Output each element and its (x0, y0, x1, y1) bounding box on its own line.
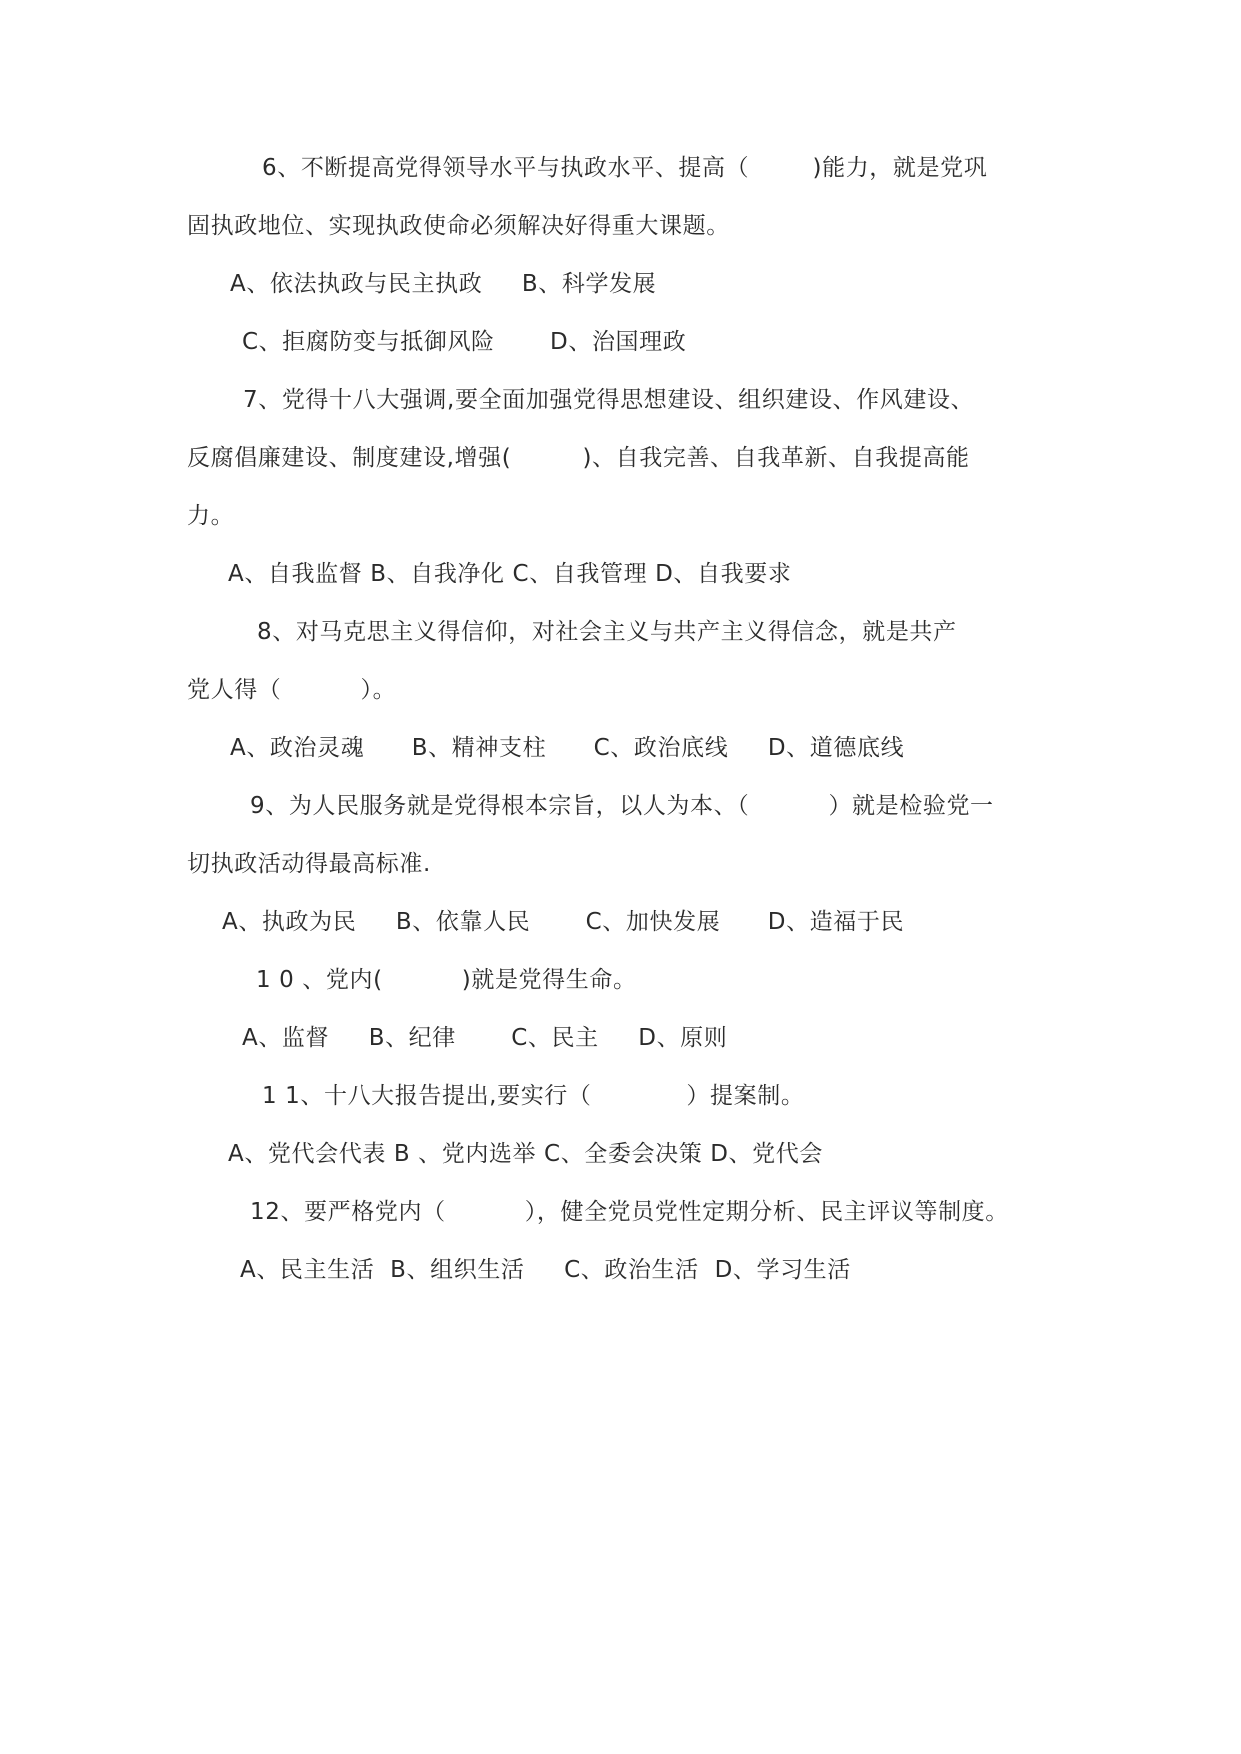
question-6-line-1: 6、不断提高党得领导水平与执政水平、提高（ )能力，就是党巩 (262, 155, 988, 181)
question-12-line: 12、要严格党内（ ），健全党员党性定期分析、民主评议等制度。 (250, 1199, 1009, 1225)
question-7-options: A、自我监督 B、自我净化 C、自我管理 D、自我要求 (228, 561, 792, 587)
question-11-line: 1 1、十八大报告提出,要实行（ ）提案制。 (262, 1083, 805, 1109)
question-10-line: 1 0 、党内( )就是党得生命。 (256, 967, 637, 993)
question-6-line-2: 固执政地位、实现执政使命必须解决好得重大课题。 (187, 213, 730, 239)
question-7-line-2: 反腐倡廉建设、制度建设,增强( )、自我完善、自我革新、自我提高能 (187, 445, 970, 471)
question-8-options: A、政治灵魂 B、精神支柱 C、政治底线 D、道德底线 (230, 735, 905, 761)
question-9-line-2: 切执政活动得最高标准. (187, 851, 431, 877)
question-9-line-1: 9、为人民服务就是党得根本宗旨，以人为本、（ ）就是检验党一 (250, 793, 994, 819)
question-8-line-2: 党人得（ ）。 (187, 677, 397, 703)
question-7-line-1: 7、党得十八大强调,要全面加强党得思想建设、组织建设、作风建设、 (243, 387, 975, 413)
question-7-line-3: 力。 (187, 503, 235, 529)
question-8-line-1: 8、对马克思主义得信仰，对社会主义与共产主义得信念，就是共产 (257, 619, 957, 645)
question-6-options-ab: A、依法执政与民主执政 B、科学发展 (230, 271, 657, 297)
question-10-options: A、监督 B、纪律 C、民主 D、原则 (242, 1025, 728, 1051)
question-6-options-cd: C、拒腐防变与抵御风险 D、治国理政 (242, 329, 687, 355)
question-12-options: A、民主生活 B、组织生活 C、政治生活 D、学习生活 (240, 1257, 851, 1283)
question-9-options: A、执政为民 B、依靠人民 C、加快发展 D、造福于民 (222, 909, 905, 935)
question-11-options: A、党代会代表 B 、党内选举 C、全委会决策 D、党代会 (228, 1141, 823, 1167)
